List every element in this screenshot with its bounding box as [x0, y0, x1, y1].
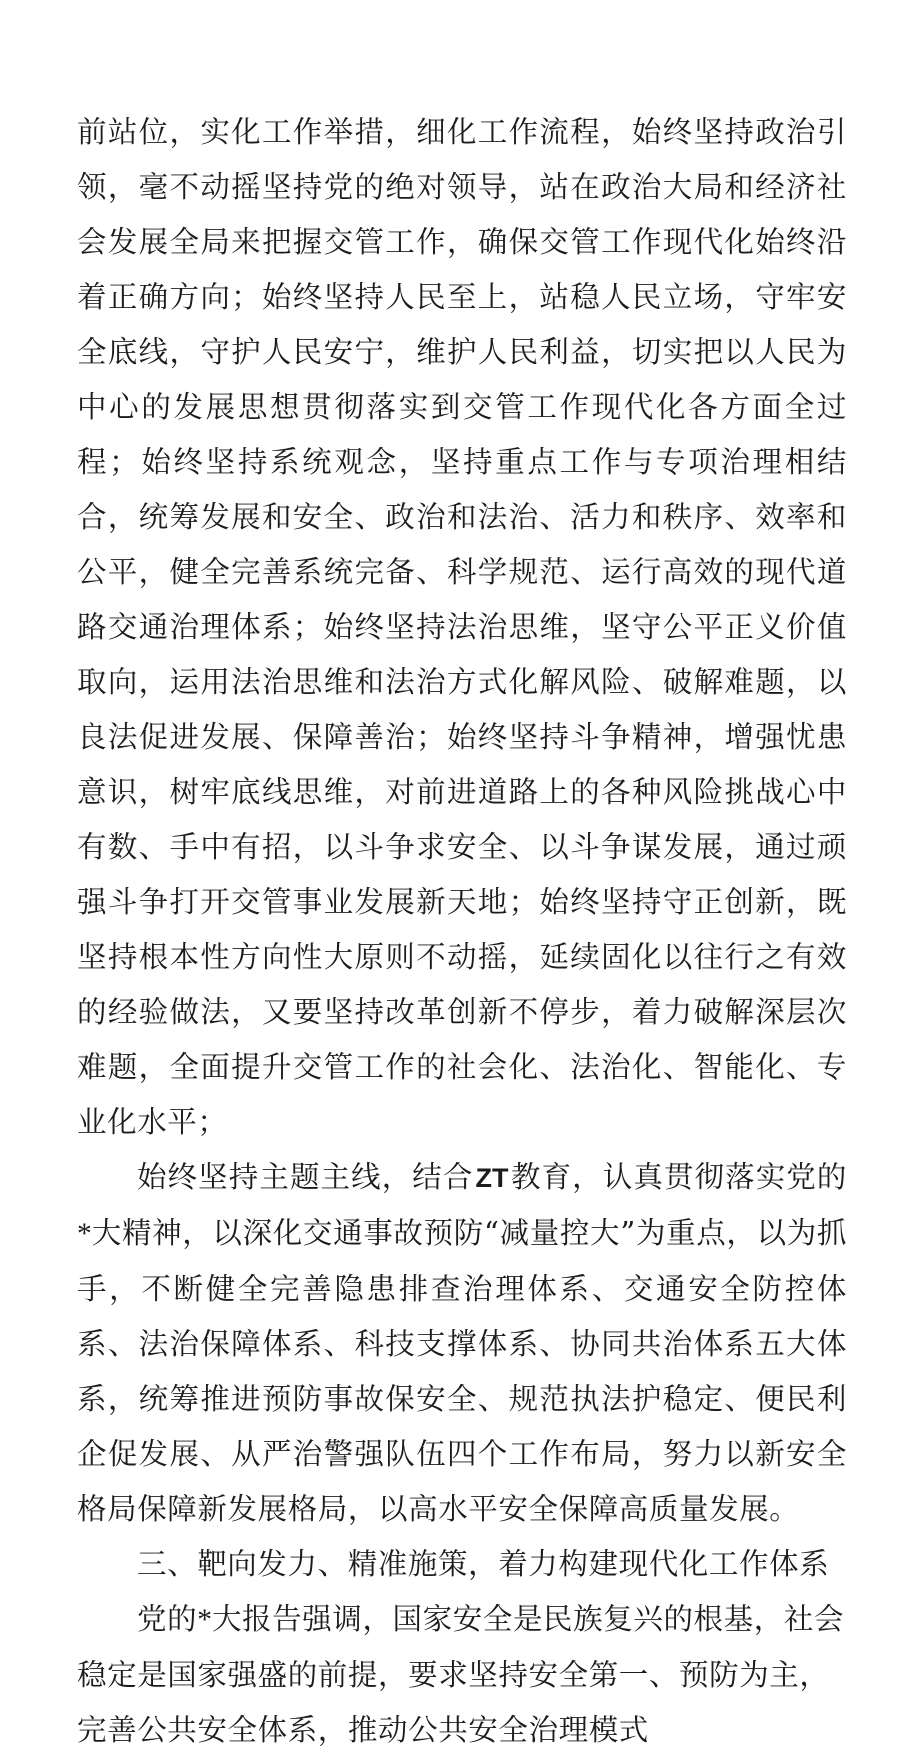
- document-text-column: [77, 105, 847, 1758]
- paragraph-segment-text: 教育，认真贯彻落实党的: [510, 1160, 847, 1194]
- abbreviation-zt: ZT: [475, 1163, 509, 1193]
- paragraph-segment-text: 大精神，以深化交通事故预防“减量控大”为重点，以为抓手，不断健全完善隐患排查治理体系、交通安全防控体系、法治保障体系、科技支撑体系、协同共治体系五大体系，统筹推进预防事故保安全、规范执法护稳定、便民利企促发展、从严治警强队伍四个工作布局，努力以新安全格局保障新发展格局，以高水平安全保障高质量发展。: [77, 1216, 847, 1526]
- paragraph-theme-mainline: [77, 1150, 847, 1537]
- paragraph-party-report: [77, 1592, 847, 1758]
- section-heading-three: 三、靶向发力、精准施策，着力构建现代化工作体系: [137, 1547, 830, 1581]
- paragraph-segment-text: 大报告强调，国家安全是民族复兴的根基，社会稳定是国家强盛的前提，要求坚持安全第一、预防为主，完善公共安全体系，推动公共安全治理模式: [77, 1602, 845, 1747]
- paragraph-segment-text: 党的: [137, 1602, 198, 1636]
- paragraph-body-continuation: 前站位，实化工作举措，细化工作流程，始终坚持政治引领，毫不动摇坚持党的绝对领导，站在政治大局和经济社会发展全局来把握交管工作，确保交管工作现代化始终沿着正确方向；始终坚持人民至上，站稳人民立场，守牢安全底线，守护人民安宁，维护人民利益，切实把以人民为中心的发展思想贯彻落实到交管工作现代化各方面全过程；始终坚持系统观念，坚持重点工作与专项治理相结合，统筹发展和安全、政治和法治、活力和秩序、效率和公平，健全完善系统完备、科学规范、运行高效的现代道路交通治理体系；始终坚持法治思维，坚守公平正义价值取向，运用法治思维和法治方式化解风险、破解难题，以良法促进发展、保障善治；始终坚持斗争精神，增强忧患意识，树牢底线思维，对前进道路上的各种风险挑战心中有数、手中有招，以斗争求安全、以斗争谋发展，通过顽强斗争打开交管事业发展新天地；始终坚持守正创新，既坚持根本性方向性大原则不动摇，延续固化以往行之有效的经验做法，又要坚持改革创新不停步，着力破解深层次难题，全面提升交管工作的社会化、法治化、智能化、专业化水平；: [77, 115, 847, 1139]
- paragraph-segment-text: 始终坚持主题主线，结合: [137, 1160, 474, 1194]
- masked-number-mark: *: [77, 1218, 92, 1250]
- masked-number-mark: *: [197, 1604, 212, 1636]
